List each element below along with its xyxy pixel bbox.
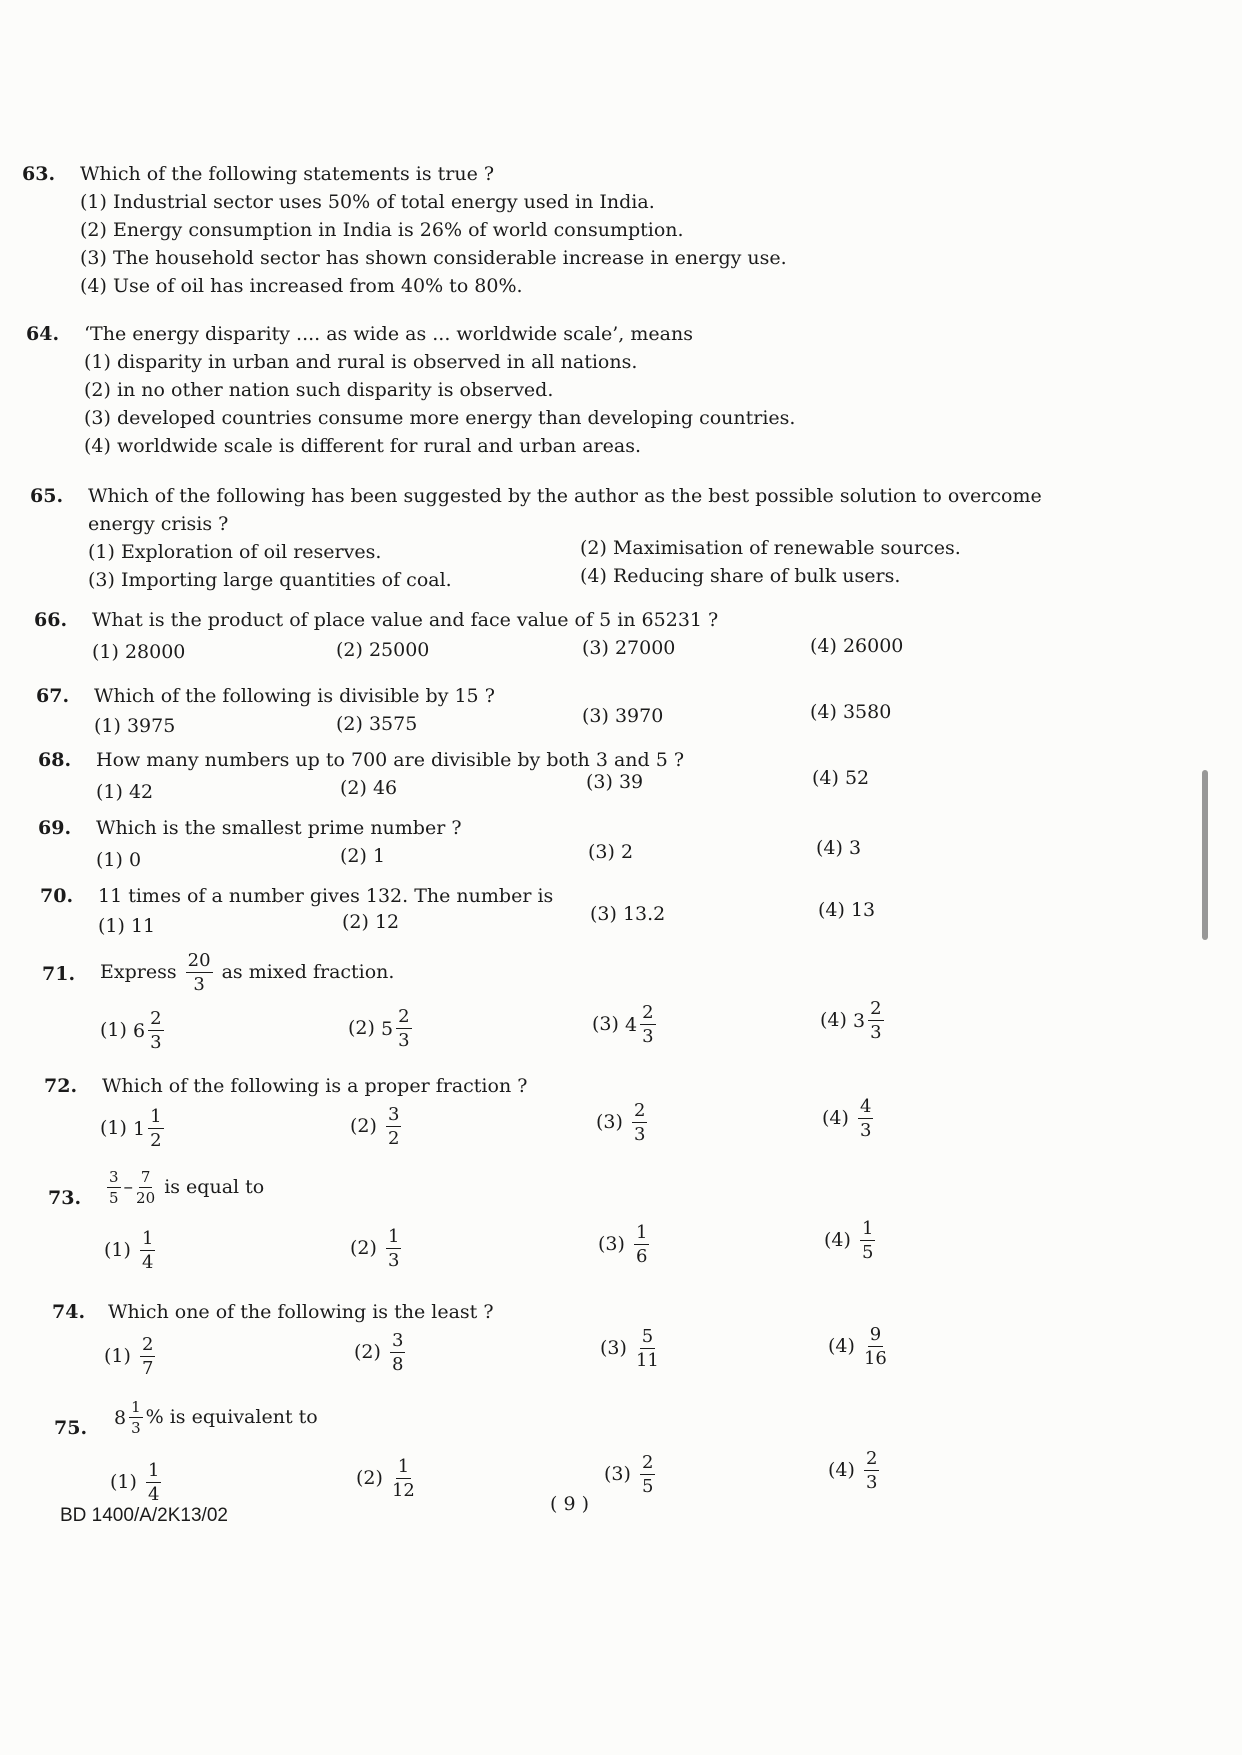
option-3: (3) 39 — [586, 771, 644, 793]
question-number: 68. — [38, 749, 72, 771]
option-4: (4) 3580 — [810, 701, 892, 723]
question-text: Which of the following is divisible by 15 ? — [94, 685, 495, 707]
option-2: (2) Maximisation of renewable sources. — [580, 537, 961, 559]
question-text: How many numbers up to 700 are divisible by both 3 and 5 ? — [96, 749, 685, 771]
question-number: 75. — [54, 1417, 88, 1439]
option-1: (1) $\frac{2}{7}$ — [104, 1334, 154, 1379]
option-1: (1) disparity in urban and rural is observed in all nations. — [84, 351, 638, 373]
option-1: (1) Exploration of oil reserves. — [88, 541, 382, 563]
question-text: What is the product of place value and face value of 5 in 65231 ? — [92, 609, 719, 631]
question-text: 8 $\frac{1}{3}$ % is equivalent to — [114, 1398, 318, 1437]
question-text-after: as mixed fraction. — [221, 961, 395, 983]
option-3: (3) Importing large quantities of coal. — [88, 569, 452, 591]
option-3: (3) 4 $\frac{2}{3}$ — [592, 1002, 654, 1047]
question-text: Which of the following has been suggested by the author as the best possible solution to overcome — [88, 485, 1042, 507]
option-3: (3) $\frac{1}{6}$ — [598, 1222, 648, 1267]
option-2: (2) $\frac{1}{12}$ — [356, 1456, 415, 1501]
question-text: Which of the following statements is true ? — [80, 163, 495, 185]
question-72 — [44, 1072, 1044, 1152]
question-text-before: Express — [100, 961, 177, 983]
option-1: (1) $\frac{1}{4}$ — [110, 1460, 160, 1505]
option-1: (1) 6 $\frac{2}{3}$ — [100, 1008, 162, 1053]
option-1: (1) $\frac{1}{4}$ — [104, 1228, 154, 1273]
question-number: 70. — [40, 885, 74, 907]
option-2: (2) $\frac{3}{8}$ — [354, 1330, 404, 1375]
question-text: 11 times of a number gives 132. The number is — [98, 885, 554, 907]
question-73 — [48, 1170, 1048, 1290]
question-text-after: % is equivalent to — [145, 1406, 318, 1428]
option-1: (1) 42 — [96, 781, 154, 803]
question-number: 73. — [48, 1187, 82, 1209]
option-2: (2) 5 $\frac{2}{3}$ — [348, 1006, 410, 1051]
option-2: (2) 3575 — [336, 713, 418, 735]
option-3: (3) $\frac{2}{3}$ — [596, 1100, 646, 1145]
option-4: (4) worldwide scale is different for rural and urban areas. — [84, 435, 641, 457]
option-4: (4) $\frac{4}{3}$ — [822, 1096, 872, 1141]
option-3: (3) The household sector has shown considerable increase in energy use. — [80, 247, 787, 269]
question-number: 72. — [44, 1075, 78, 1097]
option-1: (1) 28000 — [92, 641, 186, 663]
option-4: (4) Reducing share of bulk users. — [580, 565, 901, 587]
option-3: (3) 2 — [588, 841, 634, 863]
question-text: ‘The energy disparity .... as wide as ... worldwide scale’, means — [84, 323, 693, 345]
option-3: (3) 27000 — [582, 637, 676, 659]
option-2: (2) $\frac{3}{2}$ — [350, 1104, 400, 1149]
question-number: 64. — [26, 323, 60, 345]
option-4: (4) $\frac{1}{5}$ — [824, 1218, 874, 1263]
question-text-continued: energy crisis ? — [88, 513, 229, 535]
question-71 — [42, 952, 1042, 1062]
page-number: ( 9 ) — [550, 1493, 589, 1515]
option-1: (1) 11 — [98, 915, 156, 937]
option-1: (1) 1 $\frac{1}{2}$ — [100, 1106, 162, 1151]
option-4: (4) 52 — [812, 767, 870, 789]
option-3: (3) $\frac{5}{11}$ — [600, 1326, 659, 1371]
question-number: 69. — [38, 817, 72, 839]
option-1: (1) 3975 — [94, 715, 176, 737]
fraction: $\frac{20}{3}$ — [187, 950, 211, 995]
option-4: (4) $\frac{2}{3}$ — [828, 1448, 878, 1493]
question-text — [100, 952, 394, 994]
booklet-code: BD 1400/A/2K13/02 — [60, 1505, 228, 1526]
option-3: (3) developed countries consume more energy than developing countries. — [84, 407, 796, 429]
question-text: Which one of the following is the least ? — [108, 1301, 494, 1323]
question-text: Which is the smallest prime number ? — [96, 817, 462, 839]
option-2: (2) Energy consumption in India is 26% of world consumption. — [80, 219, 684, 241]
option-3: (3) 13.2 — [590, 903, 666, 925]
option-1: (1) Industrial sector uses 50% of total energy used in India. — [80, 191, 655, 213]
option-4: (4) 3 — [816, 837, 862, 859]
option-3: (3) 3970 — [582, 705, 664, 727]
question-number: 71. — [42, 963, 76, 985]
question-text: $\frac{3}{5}$ – $\frac{7}{20}$ is equal to — [109, 1168, 265, 1207]
option-4: (4) 26000 — [810, 635, 904, 657]
option-2: (2) 25000 — [336, 639, 430, 661]
option-4: (4) 13 — [818, 899, 876, 921]
question-number: 66. — [34, 609, 68, 631]
option-4: (4) $\frac{9}{16}$ — [828, 1324, 887, 1369]
option-2: (2) 12 — [342, 911, 400, 933]
option-4: (4) 3 $\frac{2}{3}$ — [820, 998, 882, 1043]
question-number: 74. — [52, 1301, 86, 1323]
question-number: 65. — [30, 485, 64, 507]
option-4: (4) Use of oil has increased from 40% to 80%. — [80, 275, 523, 297]
question-number: 63. — [22, 163, 56, 185]
option-2: (2) 1 — [340, 845, 386, 867]
option-2: (2) $\frac{1}{3}$ — [350, 1226, 400, 1271]
option-2: (2) in no other nation such disparity is observed. — [84, 379, 554, 401]
option-3: (3) $\frac{2}{5}$ — [604, 1452, 654, 1497]
option-2: (2) 46 — [340, 777, 398, 799]
question-text: Which of the following is a proper fraction ? — [102, 1075, 528, 1097]
question-text-after: is equal to — [164, 1176, 265, 1198]
question-number: 67. — [36, 685, 70, 707]
binding-edge-mark — [1202, 770, 1208, 940]
question-74 — [52, 1298, 1052, 1398]
option-1: (1) 0 — [96, 849, 142, 871]
